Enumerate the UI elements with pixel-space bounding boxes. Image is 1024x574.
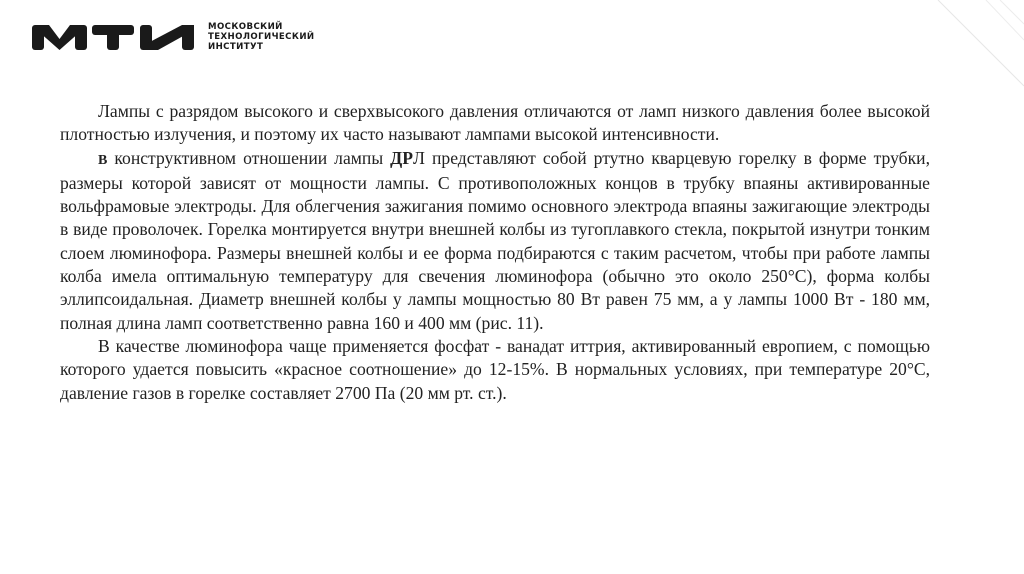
logo-caption-line: ИНСТИТУТ	[208, 42, 264, 53]
logo-caption-line: ТЕХНОЛОГИЧЕСКИЙ	[208, 32, 315, 43]
logo-caption	[208, 22, 315, 53]
paragraph-text: Л представляют собой ртутно кварцевую горелку в форме трубки, размеры которой зависят от мощности лампы. С противоположных концов в трубку впаяны активированные вольфрамовые электроды. Для облегчения зажигания помимо основного электрода впаяны зажигающие электроды в виде проволочек. Горелка монтируется внутри внешней колбы из тугоплавкого стекла, покрытой изнутри тонким слоем люминофора. Размеры внешней колбы и ее форма подбираются с таким расчетом, чтобы при работе лампы колба имела оптимальную температуру для свечения люминофора (обычно это около 250°С), форма колбы эллипсоидальная. Диаметр внешней колбы у лампы мощностью 80 Вт равен 75 мм, а у лампы 1000 Вт - 180 мм, полная длина ламп соответственно равна 160 и 400 мм (рис. 11).	[60, 147, 930, 333]
mti-logo-mark	[32, 22, 198, 52]
svg-text:МТИ: МТИ	[32, 22, 35, 24]
institute-logo	[32, 22, 315, 53]
document-body	[60, 100, 930, 405]
paragraph-lead-letter: В	[98, 152, 108, 168]
lamp-abbreviation: ДР	[390, 147, 414, 168]
logo-caption-line: МОСКОВСКИЙ	[208, 22, 283, 32]
paragraph-2	[60, 147, 930, 335]
paragraph-1: Лампы с разрядом высокого и сверхвысокого давления отличаются от ламп низкого давления более высокой плотностью излучения, и поэтому их часто называют лампами высокой интенсивности.	[60, 101, 930, 145]
paragraph-text: конструктивном отношении лампы	[107, 147, 391, 168]
paragraph-3: В качестве люминофора чаще применяется фосфат - ванадат иттрия, активированный европием, с помощью которого удается повысить «красное соотношение» до 12-15%. В нормальных условиях, при температуре 20°С, давление газов в горелке составляет 2700 Па (20 мм рт. ст.).	[60, 335, 930, 403]
